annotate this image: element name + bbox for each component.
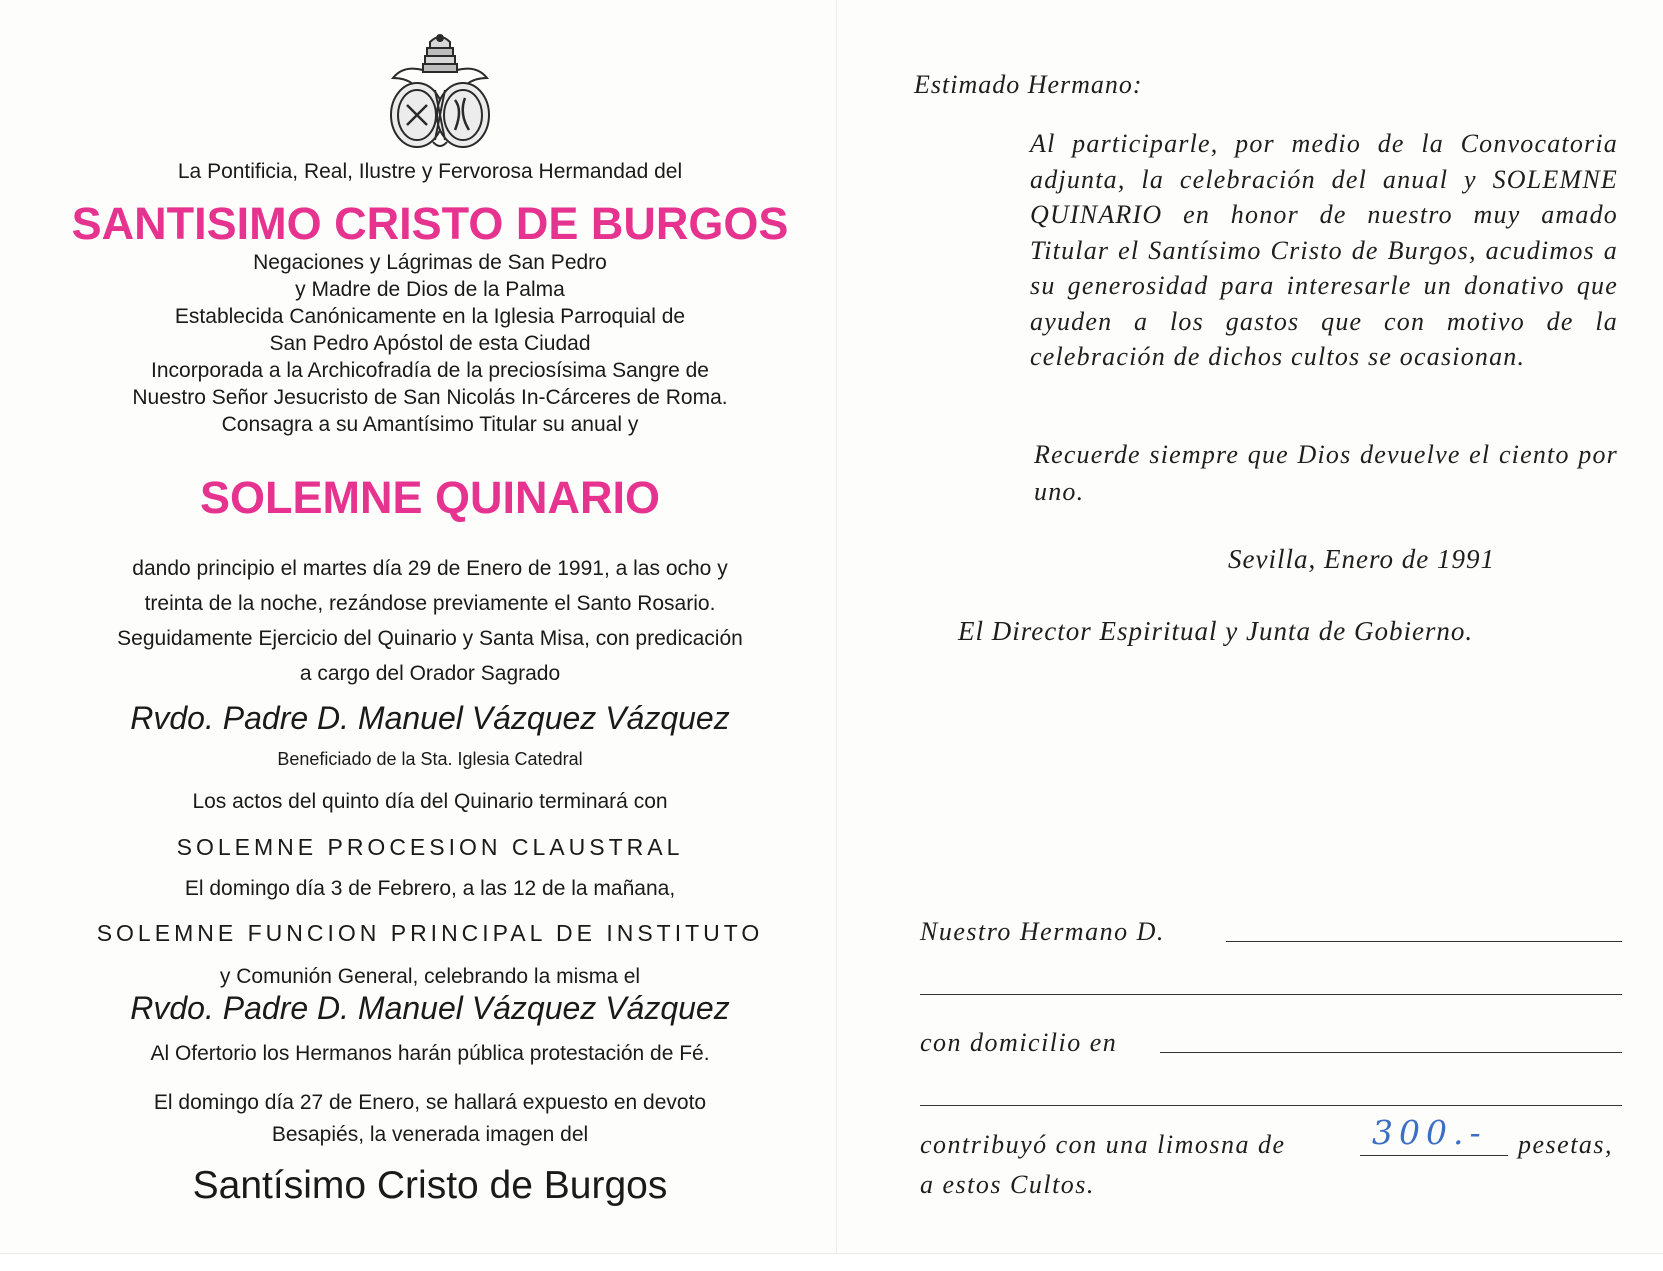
name-line-2: [920, 994, 1622, 995]
besapies-line-2: Besapiés, la venerada imagen del: [271, 1123, 589, 1146]
communion-line: y Comunión General, celebrando la misma el: [219, 965, 641, 988]
preacher-name: Rvdo. Padre D. Manuel Vázquez Vázquez: [130, 700, 730, 736]
letter-paragraph-1: Al participarle, por medio de la Convocatoria adjunta, la celebración del anual y SOLEMNE QUINARIO en honor de nuestro muy amado Titular el Santísimo Cristo de Burgos, acudimos a su generosidad para interesarle un donativo que ayuden a los gastos que con motivo de la celebración de dichos cultos se ocasionan.: [1030, 129, 1618, 371]
letter-date: Sevilla, Enero de 1991: [1228, 544, 1495, 574]
address-line-2: [920, 1105, 1622, 1106]
subtitle-line-1: Negaciones y Lágrimas de San Pedro: [253, 251, 607, 274]
schedule-line-4: a cargo del Orador Sagrado: [299, 662, 561, 685]
brotherhood-title: SANTISIMO CRISTO DE BURGOS: [71, 198, 789, 249]
final-title: Santísimo Cristo de Burgos: [192, 1164, 668, 1207]
address-label: con domicilio en: [920, 1028, 1118, 1057]
currency-label: pesetas,: [1518, 1130, 1614, 1159]
schedule-line-1: dando principio el martes día 29 de Enero de 1991, a las ocho y: [132, 557, 728, 580]
subtitle-line-4: San Pedro Apóstol de esta Ciudad: [269, 332, 591, 355]
subtitle-line-5: Incorporada a la Archicofradía de la preciosísima Sangre de: [151, 359, 709, 382]
celebrant-name: Rvdo. Padre D. Manuel Vázquez Vázquez: [130, 990, 730, 1026]
subtitle-line-2: y Madre de Dios de la Palma: [295, 278, 565, 301]
sunday-time-line: El domingo día 3 de Febrero, a las 12 de la mañana,: [184, 877, 676, 900]
intro-line: La Pontificia, Real, Ilustre y Fervorosa Hermandad del: [177, 160, 683, 183]
subtitle-line-6: Nuestro Señor Jesucristo de San Nicolás In-Cárceres de Roma.: [132, 386, 728, 409]
papal-tiara-crest-icon: [375, 30, 505, 155]
schedule-line-2: treinta de la noche, rezándose previamente el Santo Rosario.: [144, 592, 716, 615]
amount-line: [1360, 1155, 1508, 1156]
offertory-line: Al Ofertorio los Hermanos harán pública protestación de Fé.: [150, 1042, 710, 1065]
besapies-line-1: El domingo día 27 de Enero, se hallará expuesto en devoto: [153, 1091, 707, 1114]
fifth-day-line: Los actos del quinto día del Quinario terminará con: [192, 790, 668, 813]
page-bottom-edge: [0, 1253, 1663, 1271]
handwritten-amount: 300.-: [1372, 1113, 1487, 1152]
letter-signature: El Director Espiritual y Junta de Gobierno.: [958, 616, 1474, 646]
contribution-label: contribuyó con una limosna de: [920, 1130, 1286, 1159]
subtitle-line-7: Consagra a su Amantísimo Titular su anual y: [221, 413, 639, 436]
procession-line: SOLEMNE PROCESION CLAUSTRAL: [176, 834, 684, 860]
preacher-role: Beneficiado de la Sta. Iglesia Catedral: [277, 749, 583, 769]
greeting: Estimado Hermano:: [914, 70, 1143, 99]
fold-line: [836, 0, 837, 1270]
address-line: [1160, 1052, 1622, 1053]
name-label: Nuestro Hermano D.: [920, 917, 1165, 946]
quinario-title: SOLEMNE QUINARIO: [199, 472, 661, 523]
subtitle-line-3: Establecida Canónicamente en la Iglesia Parroquial de: [174, 305, 686, 328]
closing-line: a estos Cultos.: [920, 1170, 1095, 1199]
funcion-line: SOLEMNE FUNCION PRINCIPAL DE INSTITUTO: [96, 920, 764, 946]
name-line: [1226, 941, 1622, 942]
letter-paragraph-2: Recuerde siempre que Dios devuelve el ciento por uno.: [1034, 440, 1618, 506]
schedule-line-3: Seguidamente Ejercicio del Quinario y Santa Misa, con predicación: [117, 627, 743, 650]
